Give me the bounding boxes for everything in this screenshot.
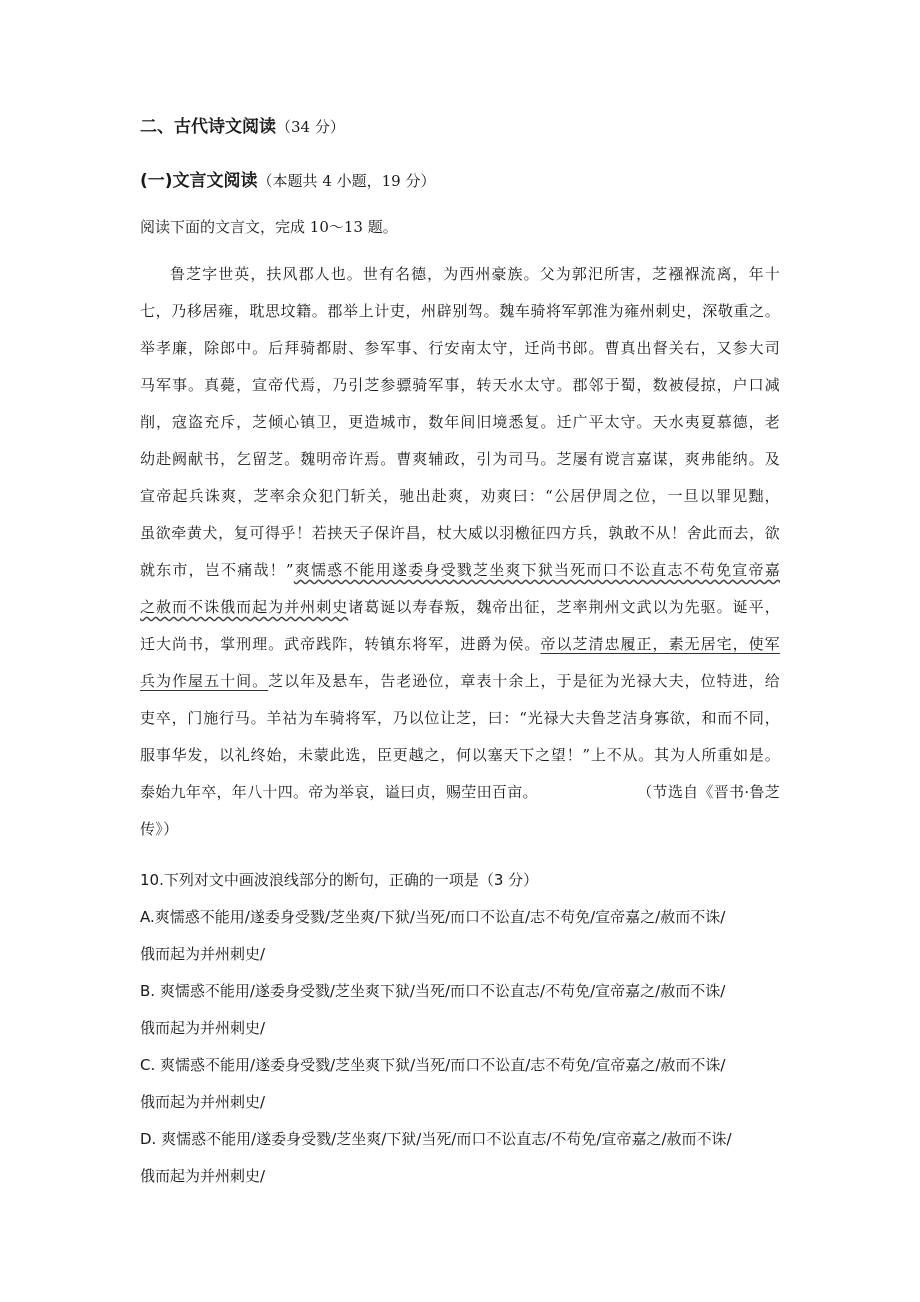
option-c: C. 爽懦惑不能用/遂委身受戮/芝坐爽下狱/当死/而口不讼直/志不苟免/宣帝嘉之/赦而不诛/ — [140, 1056, 726, 1074]
option-a: A.爽懦惑不能用/遂委身受戮/芝坐爽/下狱/当死/而口不讼直/志不苟免/宣帝嘉之/赦而不诛/ — [140, 908, 726, 926]
underlined-sentence: 帝以芝清忠履正，素无居宅，使军 — [540, 635, 780, 653]
passage-line: 服事华发，以礼终始，未蒙此选，臣更越之，何以塞天下之望！”上不从。其为人所重如是。 — [140, 746, 780, 764]
question-stem: 10.下列对文中画波浪线部分的断句，正确的一项是（3 分） — [140, 871, 539, 889]
section-title: 二、古代诗文阅读 — [140, 117, 276, 137]
passage-line: 吏卒，门施行马。羊祜为车骑将军，乃以位让芝，曰：“光禄大夫鲁芝洁身寡欲，和而不同， — [140, 709, 780, 727]
wavy-underlined-text: 之赦而不诛俄而起为并州刺史 — [140, 598, 349, 616]
section-score: （34 分） — [276, 118, 345, 136]
underlined-sentence: 兵为作屋五十间。 — [140, 672, 269, 690]
passage-line: 马军事。真薨，宣帝代焉，乃引芝参骠骑军事，转天水太守。郡邻于蜀，数被侵掠，户口减 — [140, 376, 780, 394]
option-d: D. 爽懦惑不能用/遂委身受戮/芝坐爽/下狱/当死/而口不讼直志/不苟免/宣帝嘉之/赦而不诛/ — [140, 1130, 732, 1148]
passage-line: 七，乃移居雍，耽思坟籍。郡举上计吏，州辟别驾。魏车骑将军郭淮为雍州刺史，深敬重之。 — [140, 302, 780, 320]
passage-line — [140, 559, 780, 580]
subsection-heading — [140, 166, 435, 191]
passage-text: 芝以年及悬车，告老逊位，章表十余上，于是征为光禄大夫，位特进，给 — [268, 672, 781, 690]
passage-line — [140, 596, 780, 617]
passage-line: 幼赴阙献书，乞留芝。魏明帝许焉。曹爽辅政，引为司马。芝屡有谠言嘉谋，爽弗能纳。及 — [140, 450, 780, 468]
subsection-note: （本题共 4 小题，19 分） — [257, 172, 436, 190]
passage-line: 虽欲牵黄犬，复可得乎！若挟天子保许昌，杖大威以羽檄征四方兵，孰敢不从！舍此而去，欲 — [140, 524, 780, 542]
passage-line — [140, 670, 780, 691]
option-b: B. 爽懦惑不能用/遂委身受戮/芝坐爽下狱/当死/而口不讼直志/不苟免/宣帝嘉之/赦而不诛/ — [140, 982, 726, 1000]
option-c-cont: 俄而起为并州刺史/ — [140, 1093, 266, 1111]
source-citation: （节选自《晋书·鲁芝 — [637, 783, 780, 801]
passage-text: 迁大尚书，掌刑理。武帝践阼，转镇东将军，进爵为侯。 — [140, 635, 541, 653]
passage-text: 泰始九年卒，年八十四。帝为举哀，谥曰贞，赐茔田百亩。 — [140, 783, 538, 801]
passage-text: 就东市，岂不痛哉！” — [140, 561, 294, 579]
subsection-title: (一)文言文阅读 — [140, 171, 258, 191]
wavy-underlined-text: 爽懦惑不能用遂委身受戮芝坐爽下狱当死而口不讼直志不苟免宣帝嘉 — [293, 561, 780, 579]
passage-line — [140, 633, 780, 654]
option-d-cont: 俄而起为并州刺史/ — [140, 1167, 266, 1185]
source-citation-end: 传》） — [140, 820, 179, 838]
passage-line: 举孝廉，除郎中。后拜骑都尉、参军事、行安南太守，迁尚书郎。曹真出督关右，又参大司 — [140, 339, 780, 357]
passage-line — [140, 781, 780, 802]
section-heading — [140, 112, 345, 137]
option-b-cont: 俄而起为并州刺史/ — [140, 1019, 266, 1037]
instruction: 阅读下面的文言文，完成 10～13 题。 — [140, 218, 398, 236]
passage-line: 削，寇盗充斥，芝倾心镇卫，更造城市，数年间旧境悉复。迁广平太守。天水夷夏慕德，老 — [140, 413, 780, 431]
passage-line: 宣帝起兵诛爽，芝率余众犯门斩关，驰出赴爽，劝爽曰：“公居伊周之位，一旦以罪见黜， — [140, 487, 780, 505]
passage-line: 鲁芝字世英，扶风郡人也。世有名德，为西州豪族。父为郭汜所害，芝襁褓流离，年十 — [170, 265, 780, 283]
option-a-cont: 俄而起为并州刺史/ — [140, 945, 266, 963]
passage-text: 诸葛诞以寿春叛，魏帝出征，芝率荆州文武以为先驱。诞平， — [348, 598, 780, 616]
